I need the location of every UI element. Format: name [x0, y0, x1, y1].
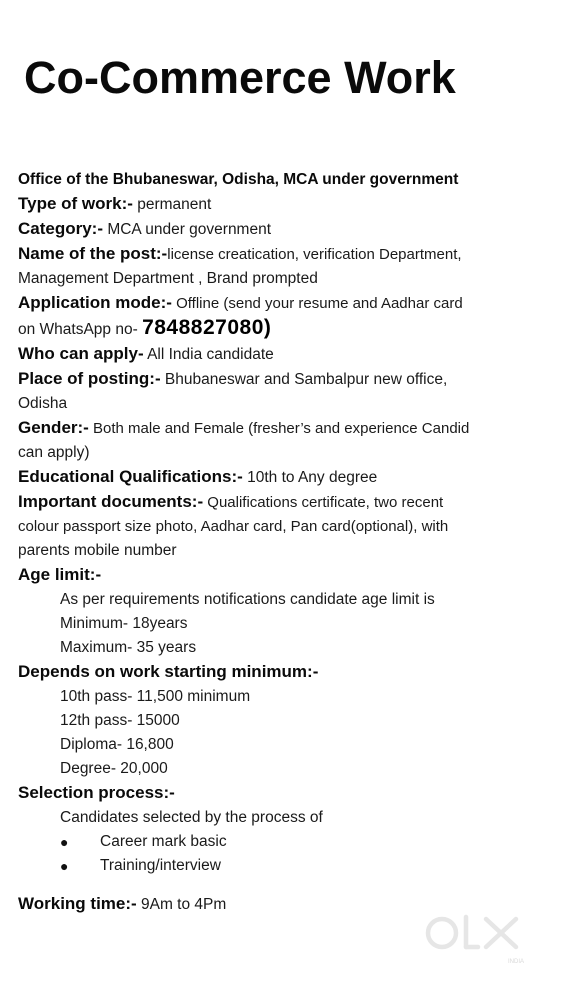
salary-item: Diploma- 16,800 — [60, 736, 174, 753]
who-can-apply-value: All India candidate — [143, 346, 274, 363]
place-of-posting-row — [18, 367, 558, 392]
post-name-label: Name of the post:- — [18, 244, 168, 263]
place-of-posting-label: Place of posting:- — [18, 369, 161, 388]
type-of-work-value: permanent — [132, 196, 212, 213]
job-details — [18, 168, 558, 917]
selection-intro: Candidates selected by the process of — [60, 809, 323, 826]
phone-close-paren: ) — [263, 316, 272, 339]
gender-row — [18, 416, 558, 441]
working-time-label: Working time:- — [18, 894, 137, 913]
post-name-row — [18, 242, 558, 267]
type-of-work-row — [18, 192, 558, 217]
gender-cont: can apply) — [18, 444, 90, 461]
phone-number: 7848827080 — [142, 316, 264, 339]
who-can-apply-row — [18, 342, 558, 367]
documents-value: Qualifications certificate, two recent — [203, 494, 444, 511]
salary-item: 12th pass- 15000 — [60, 712, 180, 729]
selection-bullet-text: Career mark basic — [100, 833, 227, 850]
education-value: 10th to Any degree — [242, 469, 378, 486]
application-mode-cont — [18, 316, 558, 342]
education-row — [18, 465, 558, 490]
salary-item: Degree- 20,000 — [60, 760, 168, 777]
salary-item: 10th pass- 11,500 minimum — [60, 688, 251, 705]
who-can-apply-label: Who can apply- — [18, 344, 144, 363]
age-limit-label: Age limit:- — [18, 565, 102, 584]
post-name-cont: Management Department , Brand prompted — [18, 270, 318, 287]
bullet-icon: ● — [60, 834, 69, 850]
selection-bullet-item — [18, 830, 558, 854]
watermark-sub: INDIA — [508, 959, 525, 965]
documents-row — [18, 490, 558, 515]
bullet-icon: ● — [60, 858, 69, 874]
salary-row — [18, 660, 558, 685]
selection-bullet-item — [18, 854, 558, 878]
place-of-posting-value: Bhubaneswar and Sambalpur new office, — [160, 371, 448, 388]
age-limit-line-3: Maximum- 35 years — [60, 639, 197, 656]
salary-label: Depends on work starting minimum:- — [18, 662, 319, 681]
working-time-value: 9Am to 4Pm — [136, 896, 227, 913]
application-mode-row — [18, 291, 558, 316]
application-mode-value: Offline (send your resume and Aadhar card — [171, 295, 463, 312]
type-of-work-label: Type of work:- — [18, 194, 133, 213]
age-limit-line-2: Minimum- 18years — [60, 615, 188, 632]
documents-cont-1: colour passport size photo, Aadhar card, Pan card(optional), with — [18, 518, 449, 535]
category-row — [18, 217, 558, 242]
category-label: Category:- — [18, 219, 104, 238]
place-of-posting-cont: Odisha — [18, 395, 68, 412]
selection-bullet-text: Training/interview — [100, 857, 221, 874]
selection-label: Selection process:- — [18, 783, 175, 802]
selection-row — [18, 781, 558, 806]
documents-cont-2: parents mobile number — [18, 542, 177, 559]
age-limit-row — [18, 563, 558, 588]
documents-label: Important documents:- — [18, 492, 204, 511]
gender-value: Both male and Female (fresher’s and experience Candid — [88, 420, 470, 437]
education-label: Educational Qualifications:- — [18, 467, 243, 486]
application-mode-label: Application mode:- — [18, 293, 172, 312]
page-title: Co-Commerce Work — [24, 52, 456, 103]
whatsapp-label: on WhatsApp no- — [18, 321, 143, 338]
office-line: Office of the Bhubaneswar, Odisha, MCA under government — [18, 171, 459, 188]
age-limit-line-1: As per requirements notifications candidate age limit is — [60, 591, 435, 608]
gender-label: Gender:- — [18, 418, 89, 437]
category-value: MCA under government — [103, 221, 272, 238]
olx-watermark-icon — [424, 911, 528, 967]
post-name-value: license creatication, verification Department, — [167, 246, 462, 263]
